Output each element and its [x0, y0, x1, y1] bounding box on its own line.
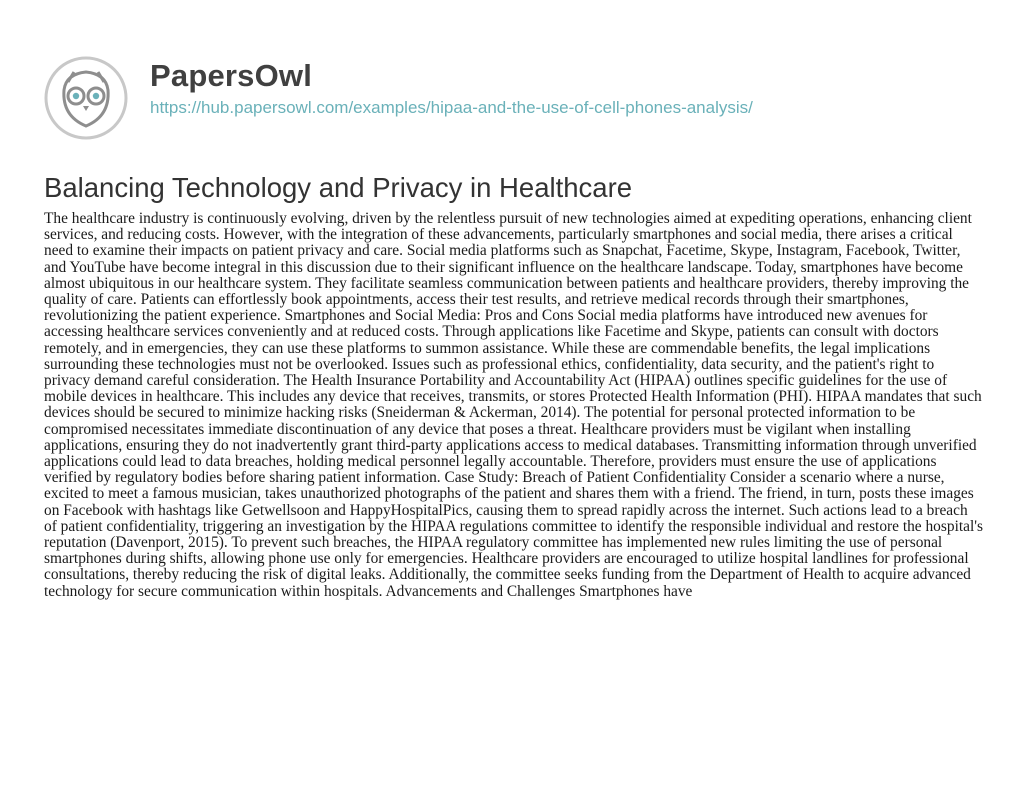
owl-logo-icon: [44, 56, 128, 140]
text-fade-overlay: [0, 640, 1024, 786]
site-header: [44, 58, 753, 138]
brand-name: PapersOwl: [150, 58, 313, 93]
source-url-link[interactable]: https://hub.papersowl.com/examples/hipaa-and-the-use-of-cell-phones-analysis/: [150, 98, 753, 117]
article-body: The healthcare industry is continuously evolving, driven by the relentless pursuit of new technologies aimed at expediting operations, enhancing client services, and reducing costs. However, with the integration of these advancements, particularly smartphones and social media, there arises a critical need to examine their impacts on patient privacy and care. Social media platforms such as Snapchat, Facetime, Skype, Instagram, Facebook, Twitter, and YouTube have become integral in this discussion due to their significant influence on the healthcare landscape. Today, smartphones have become almost ubiquitous in our healthcare system. They facilitate seamless communication between patients and healthcare providers, thereby improving the quality of care. Patients can effortlessly book appointments, access their test results, and retrieve medical records through their smartphones, revolutionizing the patient experience. Smartphones and Social Media: Pros and Cons Social media platforms have introduced new avenues for accessing healthcare services conveniently and at reduced costs. Through applications like Facetime and Skype, patients can consult with doctors remotely, and in emergencies, they can use these platforms to summon assistance. While these are commendable benefits, the legal implications surrounding these technologies must not be overlooked. Issues such as professional ethics, confidentiality, data security, and the patient's right to privacy demand careful consideration. The Health Insurance Portability and Accountability Act (HIPAA) outlines specific guidelines for the use of mobile devices in healthcare. This includes any device that receives, transmits, or stores Protected Health Information (PHI). HIPAA mandates that such devices should be secured to minimize hacking risks (Sneiderman & Ackerman, 2014). The potential for personal protected information to be compromised necessitates immediate discontinuation of any device that poses a threat. Healthcare providers must be vigilant when installing applications, ensuring they do not inadvertently grant third-party applications access to medical databases. Transmitting information through unverified applications could lead to data breaches, holding medical personnel legally accountable. Therefore, providers must ensure the use of applications verified by regulatory bodies before sharing patient information. Case Study: Breach of Patient Confidentiality Consider a scenario where a nurse, excited to meet a famous musician, takes unauthorized photographs of the patient and shares them with a friend. The friend, in turn, posts these images on Facebook with hashtags like Getwellsoon and HappyHospitalPics, causing them to spread rapidly across the internet. Such actions lead to a breach of patient confidentiality, triggering an investigation by the HIPAA regulations committee to identify the responsible individual and restore the hospital's reputation (Davenport, 2015). To prevent such breaches, the HIPAA regulatory committee has implemented new rules limiting the use of personal smartphones during shifts, allowing phone use only for emergencies. Healthcare providers are encouraged to utilize hospital landlines for professional consultations, thereby reducing the risk of digital leaks. Additionally, the committee seeks funding from the Department of Health to acquire advanced technology for secure communication within hospitals. Advancements and Challenges Smartphones have: [44, 210, 983, 600]
brand-block: [150, 58, 753, 118]
article-title: Balancing Technology and Privacy in Healthcare: [44, 172, 633, 203]
